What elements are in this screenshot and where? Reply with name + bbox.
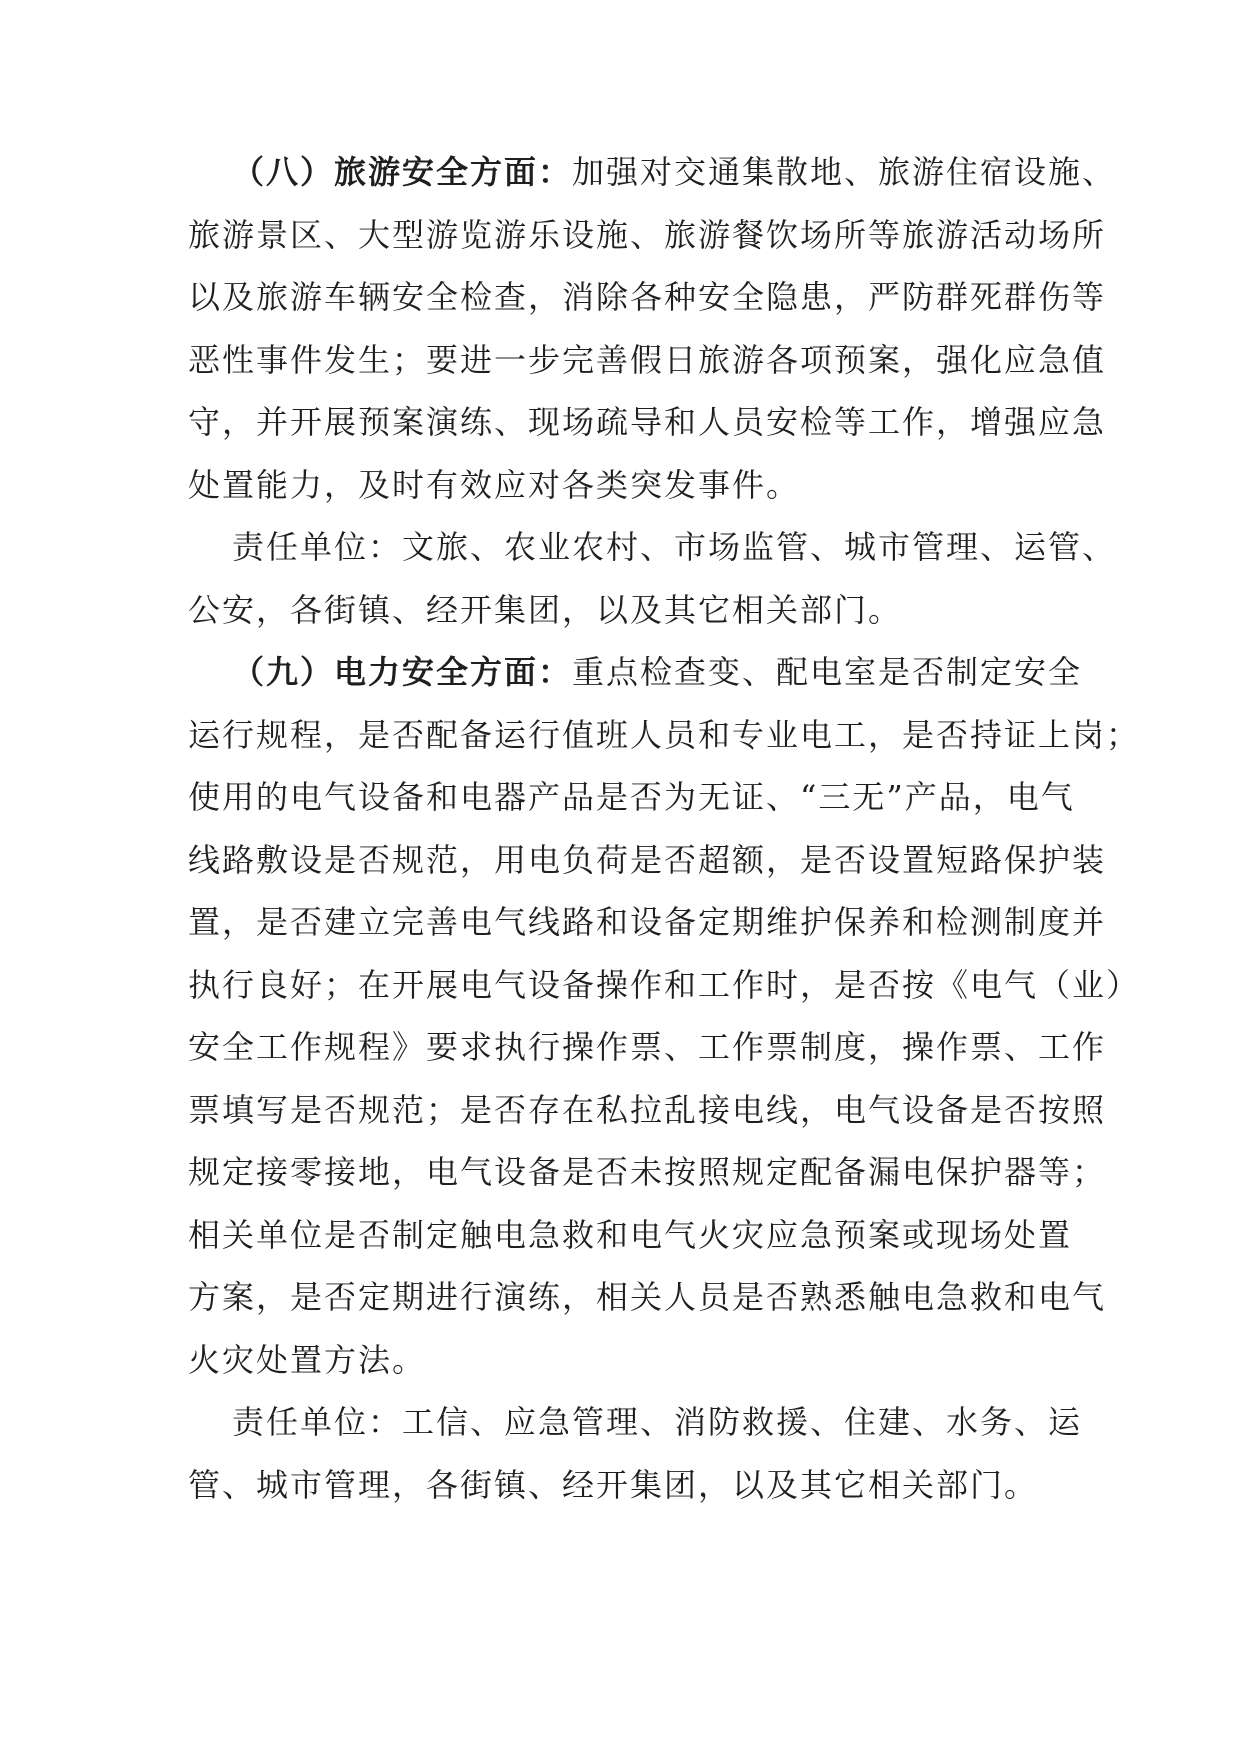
paragraph-line: 处置能力，及时有效应对各类突发事件。 — [188, 465, 801, 504]
paragraph-line: 安全工作规程》要求执行操作票、工作票制度，操作票、工作 — [188, 1028, 1107, 1066]
paragraph-line: 相关单位是否制定触电急救和电气火灾应急预案或现场处置 — [188, 1215, 1073, 1254]
paragraph-line: 管、城市管理，各街镇、经开集团，以及其它相关部门。 — [188, 1465, 1039, 1504]
paragraph-line — [188, 141, 1117, 204]
paragraph-line: 责任单位：工信、应急管理、消防救援、住建、水务、运 — [232, 1403, 1083, 1441]
paragraph-line: 旅游景区、大型游览游乐设施、旅游餐饮场所等旅游活动场所 — [188, 215, 1107, 254]
paragraph-line — [188, 641, 1083, 704]
paragraph-line: 执行良好；在开展电气设备操作和工作时，是否按《电气（业） — [188, 965, 1141, 1004]
paragraph-responsible-units-power — [188, 1391, 1083, 1516]
paragraph-line: 置，是否建立完善电气线路和设备定期维护保养和检测制度并 — [188, 903, 1107, 941]
paragraph-power-safety — [188, 641, 1141, 1391]
section-heading: （九）电力安全方面： — [232, 653, 573, 691]
paragraph-line: 公安，各街镇、经开集团，以及其它相关部门。 — [188, 590, 903, 629]
paragraph-line: 以及旅游车辆安全检查，消除各种安全隐患，严防群死群伤等 — [188, 278, 1107, 316]
paragraph-line: 守，并开展预案演练、现场疏导和人员安检等工作，增强应急 — [188, 403, 1107, 441]
paragraph-line: 方案，是否定期进行演练，相关人员是否熟悉触电急救和电气 — [188, 1278, 1107, 1316]
paragraph-line: 线路敷设是否规范，用电负荷是否超额，是否设置短路保护装 — [188, 840, 1107, 879]
paragraph-line: 运行规程，是否配备运行值班人员和专业电工，是否持证上岗； — [188, 715, 1141, 754]
paragraph-line: 使用的电气设备和电器产品是否为无证、“三无”产品，电气 — [188, 778, 1075, 816]
paragraph-line: 火灾处置方法。 — [188, 1340, 427, 1379]
paragraph-line: 恶性事件发生；要进一步完善假日旅游各项预案，强化应急值 — [188, 340, 1107, 379]
line-text: 重点检查变、配电室是否制定安全 — [572, 653, 1083, 691]
paragraph-responsible-units-tourism — [188, 516, 1117, 641]
section-heading: （八）旅游安全方面： — [232, 153, 573, 191]
line-text: 加强对交通集散地、旅游住宿设施、 — [572, 153, 1117, 191]
paragraph-line: 票填写是否规范；是否存在私拉乱接电线，电气设备是否按照 — [188, 1090, 1107, 1129]
paragraph-line: 责任单位：文旅、农业农村、市场监管、城市管理、运管、 — [232, 528, 1117, 566]
document-body — [188, 141, 1141, 1516]
paragraph-line: 规定接零接地，电气设备是否未按照规定配备漏电保护器等； — [188, 1153, 1107, 1191]
paragraph-tourism-safety — [188, 141, 1117, 516]
